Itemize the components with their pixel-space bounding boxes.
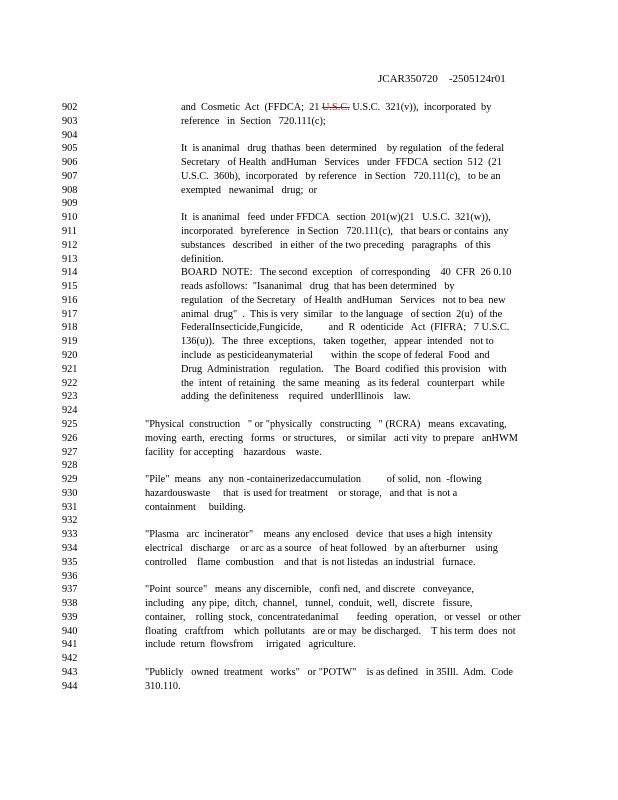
line-number: 943 xyxy=(62,666,78,678)
document-line xyxy=(0,432,618,446)
line-text: U.S.C. 360b), incorporated by reference in Section 720.111(c), to be an xyxy=(181,170,501,182)
line-number: 930 xyxy=(62,487,78,499)
document-line xyxy=(0,115,618,129)
line-number: 926 xyxy=(62,432,78,444)
line-number: 942 xyxy=(62,653,78,665)
line-text: and Cosmetic Act (FFDCA; 21 U.S.C. U.S.C. 321(v)), incorporated by xyxy=(181,102,492,113)
line-text: 136(u)). The three exceptions, taken together, appear intended not to xyxy=(181,336,494,348)
document-line xyxy=(0,487,618,501)
line-text: "Pile" means any non -containerizedaccumulation of solid, non -flowing xyxy=(145,474,482,486)
line-text: 310.110. xyxy=(145,680,181,692)
line-text: adding the definiteness required underIllinois law. xyxy=(181,391,411,403)
document-header-id: JCAR350720 -2505124r01 xyxy=(378,73,506,85)
document-line xyxy=(0,308,618,322)
document-line xyxy=(0,542,618,556)
line-number: 916 xyxy=(62,294,78,306)
line-number: 939 xyxy=(62,611,78,623)
line-number: 915 xyxy=(62,281,78,293)
line-number: 909 xyxy=(62,198,78,210)
line-text: "Physical construction " or "physically constructing " (RCRA) means excavating, xyxy=(145,418,507,430)
line-number: 917 xyxy=(62,308,78,320)
line-number: 904 xyxy=(62,129,78,141)
document-line xyxy=(0,528,618,542)
document-line xyxy=(0,514,618,528)
line-text: Drug Administration regulation. The Board codified this provision with xyxy=(181,363,507,375)
document-line xyxy=(0,363,618,377)
line-text: facility for accepting hazardous waste. xyxy=(145,446,322,458)
document-line xyxy=(0,156,618,170)
line-number: 929 xyxy=(62,474,78,486)
line-number: 928 xyxy=(62,460,78,472)
line-text: definition. xyxy=(181,253,224,265)
line-number: 906 xyxy=(62,157,78,169)
line-number: 927 xyxy=(62,446,78,458)
line-number: 919 xyxy=(62,336,78,348)
line-text: Secretary of Health andHuman Services under FFDCA section 512 (21 xyxy=(181,157,502,169)
line-number: 934 xyxy=(62,542,78,554)
document-line xyxy=(0,459,618,473)
document-line xyxy=(0,253,618,267)
document-line xyxy=(0,501,618,515)
line-text: animal drug" . This is very similar to the language of section 2(u) of the xyxy=(181,308,503,320)
document-line xyxy=(0,404,618,418)
document-line xyxy=(0,666,618,680)
document-line xyxy=(0,638,618,652)
line-text: "Publicly owned treatment works" or "POTW" is as defined in 35Ill. Adm. Code xyxy=(145,666,514,678)
document-line xyxy=(0,197,618,211)
line-number: 941 xyxy=(62,639,78,651)
struck-text: U.S.C. xyxy=(322,102,350,113)
document-line xyxy=(0,377,618,391)
line-text: incorporated byreference in Section 720.111(c), that bears or contains any xyxy=(181,226,509,238)
document-line xyxy=(0,418,618,432)
document-line xyxy=(0,446,618,460)
line-number: 937 xyxy=(62,584,78,596)
line-text: including any pipe, ditch, channel, tunnel, conduit, well, discrete fissure, xyxy=(145,598,473,610)
document-line xyxy=(0,321,618,335)
line-text: BOARD NOTE: The second exception of corresponding 40 CFR 26 0.10 xyxy=(181,267,512,279)
document-line xyxy=(0,294,618,308)
document-line xyxy=(0,652,618,666)
line-text: moving earth, erecting forms or structures, or similar acti vity to prepare anHWM xyxy=(145,432,518,444)
line-number: 905 xyxy=(62,143,78,155)
document-line xyxy=(0,129,618,143)
line-number: 935 xyxy=(62,556,78,568)
document-line xyxy=(0,211,618,225)
line-text: floating craftfrom which pollutants are or may be discharged. T his term does not xyxy=(145,625,516,637)
line-text: It is ananimal feed under FFDCA section 201(w)(21 U.S.C. 321(w)), xyxy=(181,212,491,224)
document-line xyxy=(0,101,618,115)
document-line xyxy=(0,625,618,639)
line-number: 913 xyxy=(62,253,78,265)
document-line xyxy=(0,597,618,611)
line-number: 924 xyxy=(62,405,78,417)
line-number: 918 xyxy=(62,322,78,334)
line-text: container, rolling stock, concentratedanimal feeding operation, or vessel or other xyxy=(145,611,521,623)
line-text: hazardouswaste that is used for treatment or storage, and that is not a xyxy=(145,487,458,499)
document-line xyxy=(0,583,618,597)
line-text: include return flowsfrom irrigated agriculture. xyxy=(145,639,356,651)
line-number: 907 xyxy=(62,170,78,182)
document-line xyxy=(0,556,618,570)
line-text: "Point source" means any discernible, confi ned, and discrete conveyance, xyxy=(145,584,474,596)
line-number: 911 xyxy=(62,226,78,238)
document-line xyxy=(0,266,618,280)
line-number: 912 xyxy=(62,239,78,251)
line-text: containment building. xyxy=(145,501,246,513)
document-line xyxy=(0,473,618,487)
line-number: 932 xyxy=(62,515,78,527)
document-line xyxy=(0,335,618,349)
line-text: "Plasma arc incinerator" means any enclosed device that uses a high intensity xyxy=(145,529,493,541)
line-number: 921 xyxy=(62,363,78,375)
document-line xyxy=(0,225,618,239)
line-number: 931 xyxy=(62,501,78,513)
line-number: 938 xyxy=(62,598,78,610)
line-text: substances described in either of the two preceding paragraphs of this xyxy=(181,239,491,251)
line-text: exempted newanimal drug; or xyxy=(181,184,318,196)
line-number: 903 xyxy=(62,115,78,127)
line-number: 920 xyxy=(62,350,78,362)
document-line xyxy=(0,170,618,184)
line-number: 940 xyxy=(62,625,78,637)
line-number: 944 xyxy=(62,680,78,692)
line-number: 902 xyxy=(62,102,78,113)
line-number: 910 xyxy=(62,212,78,224)
line-number: 908 xyxy=(62,184,78,196)
line-text: reads asfollows: "Isananimal drug that has been determined by xyxy=(181,281,455,293)
line-number: 922 xyxy=(62,377,78,389)
document-line xyxy=(0,349,618,363)
document-line xyxy=(0,611,618,625)
document-line xyxy=(0,239,618,253)
line-number: 933 xyxy=(62,529,78,541)
line-text: FederalInsecticide,Fungicide, and R odenticide Act (FIFRA; 7 U.S.C. xyxy=(181,322,510,334)
line-text: regulation of the Secretary of Health andHuman Services not to bea new xyxy=(181,294,506,306)
line-text: electrical discharge or arc as a source of heat followed by an afterburner using xyxy=(145,542,498,554)
line-text: the intent of retaining the same meaning as its federal counterpart while xyxy=(181,377,505,389)
document-line xyxy=(0,390,618,404)
line-number: 923 xyxy=(62,391,78,403)
document-line xyxy=(0,570,618,584)
document-line xyxy=(0,680,618,694)
line-number: 925 xyxy=(62,418,78,430)
line-text: It is ananimal drug thathas been determined by regulation of the federal xyxy=(181,143,505,155)
line-text: controlled flame combustion and that is not listedas an industrial furnace. xyxy=(145,556,476,568)
line-number: 936 xyxy=(62,570,78,582)
document-line xyxy=(0,142,618,156)
document-line xyxy=(0,184,618,198)
line-text: reference in Section 720.111(c); xyxy=(181,115,326,127)
line-text: include as pesticideanymaterial within the scope of federal Food and xyxy=(181,350,490,362)
line-number: 914 xyxy=(62,267,78,279)
document-line xyxy=(0,280,618,294)
